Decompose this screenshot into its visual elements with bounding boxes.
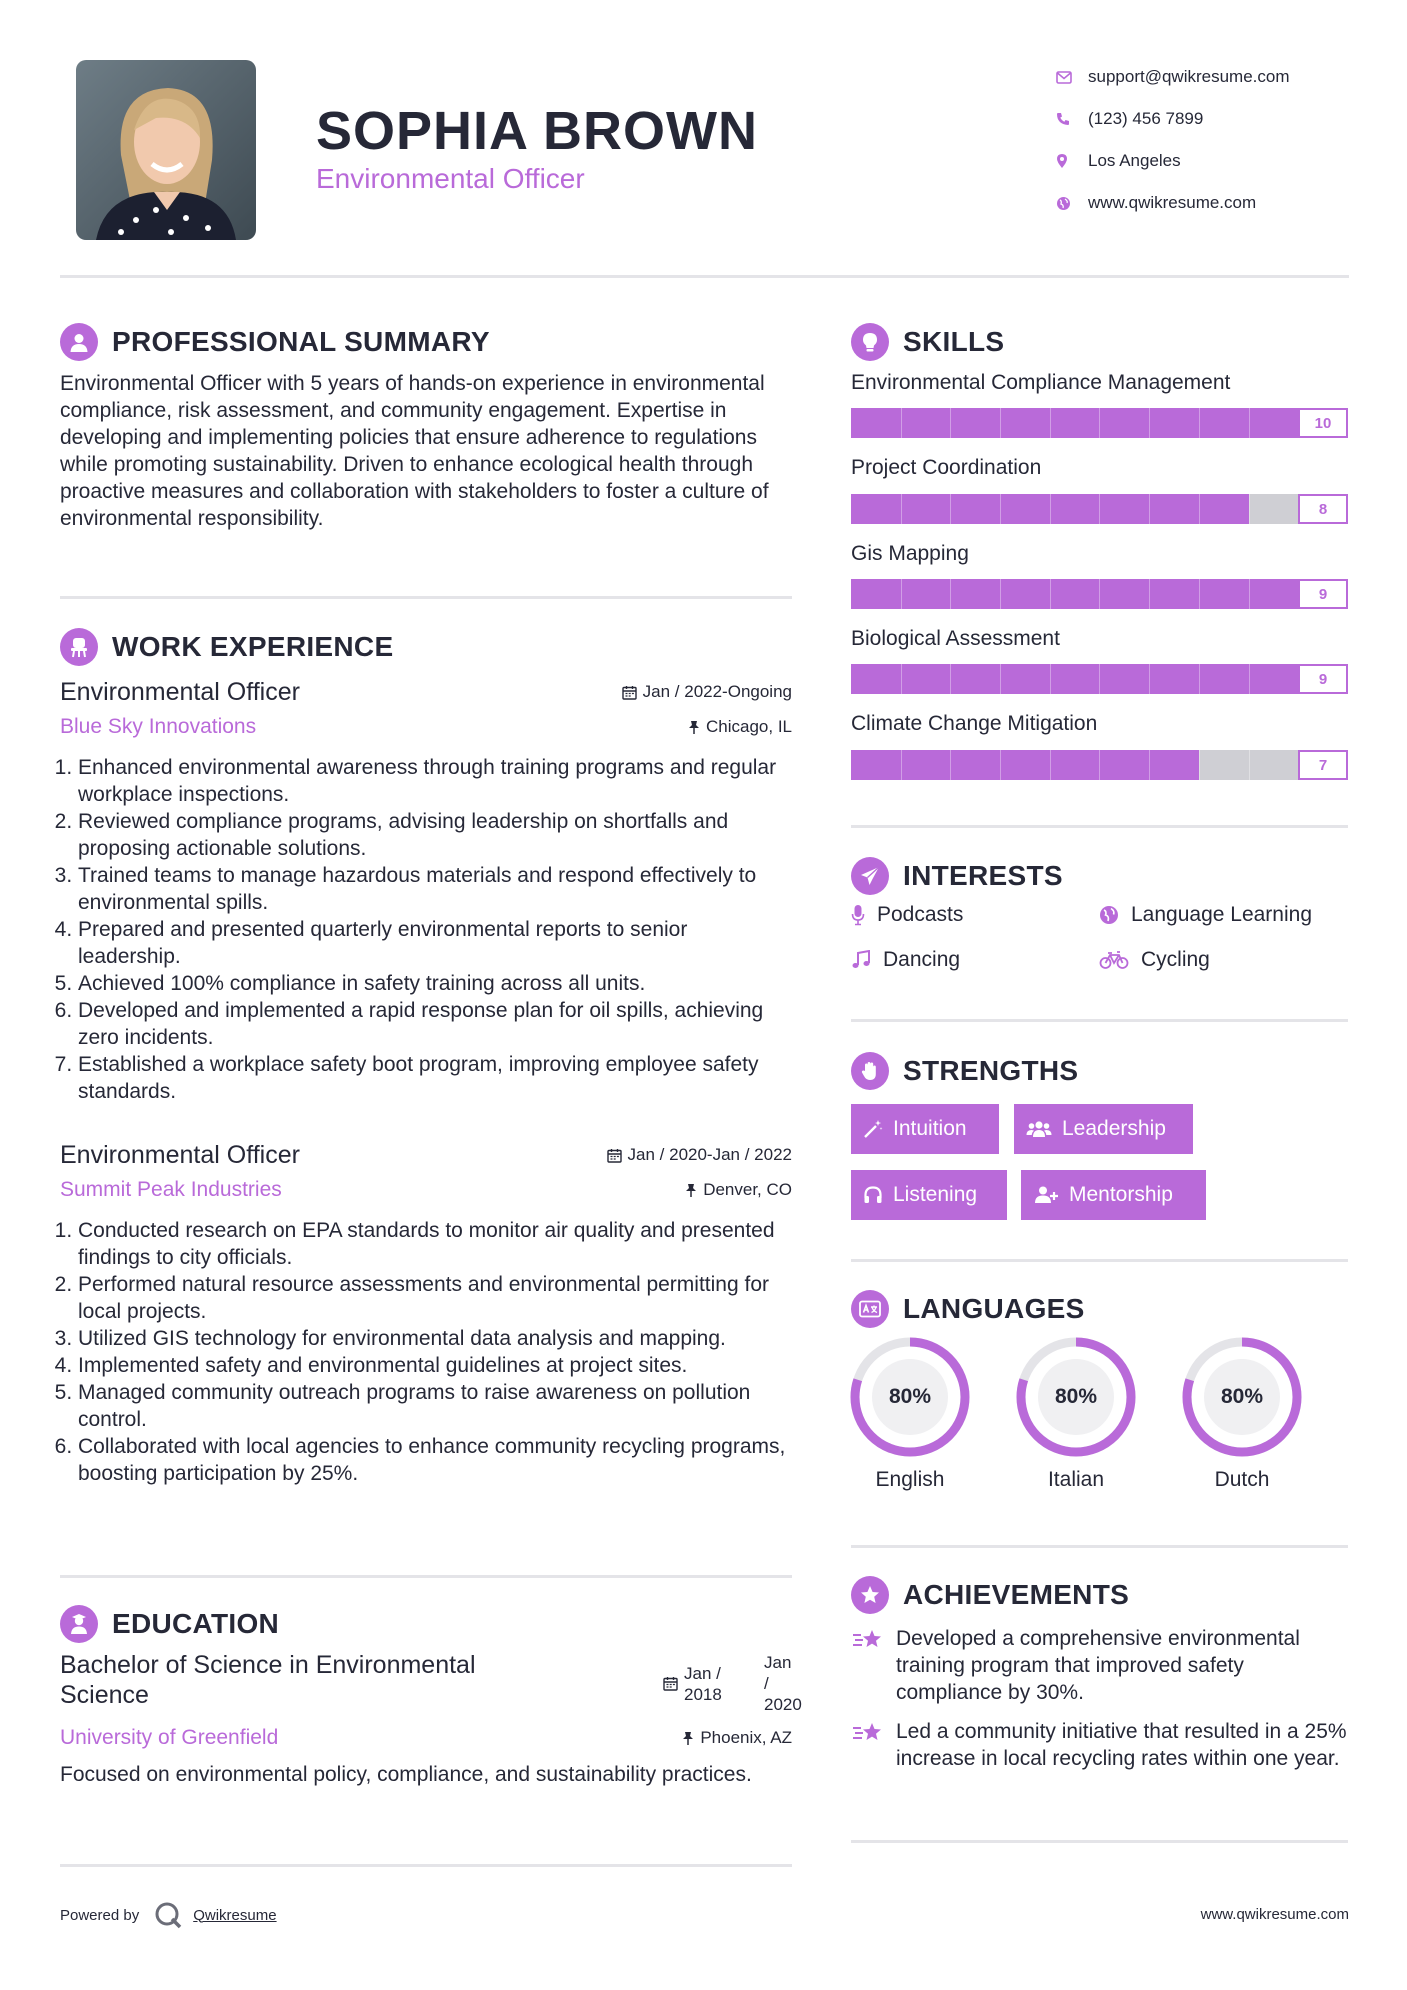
- hand-icon: [851, 1052, 889, 1090]
- language-ring: [849, 1336, 971, 1458]
- job-company: Blue Sky Innovations: [60, 715, 257, 738]
- achievement-item: [851, 1625, 1351, 1706]
- star-badge-icon: [851, 1576, 889, 1614]
- users-icon: [1026, 1119, 1052, 1139]
- skill-segment-filled: [851, 408, 901, 438]
- skill-segment-filled: [950, 664, 1000, 694]
- education-date-end: Jan / 2020: [764, 1653, 802, 1714]
- strength-label: Intuition: [893, 1117, 967, 1140]
- user-icon: [60, 323, 98, 361]
- language-item: [1015, 1336, 1137, 1492]
- education-degree: Bachelor of Science in Environmental Science: [60, 1651, 476, 1709]
- language-percent: 80%: [888, 1385, 932, 1408]
- job-company: Summit Peak Industries: [60, 1178, 282, 1201]
- interest-item: [1099, 903, 1312, 927]
- skill-segment-filled: [901, 664, 951, 694]
- calendar-icon: [622, 685, 637, 700]
- calendar-icon: [663, 1676, 678, 1691]
- skill-segment-filled: [851, 664, 901, 694]
- interest-label: Language Learning: [1131, 903, 1313, 926]
- languages-divider: [851, 1545, 1348, 1548]
- skills-heading: [851, 323, 1004, 361]
- language-percent: 80%: [1220, 1385, 1264, 1408]
- job-entry: [60, 676, 792, 1105]
- candidate-name: SOPHIA BROWN: [316, 101, 758, 161]
- skill-segment-filled: [1099, 494, 1149, 524]
- contact-email-text: support@qwikresume.com: [1088, 67, 1290, 86]
- job-duty: 7. Established a workplace safety boot program, improving employee safety standards.: [78, 1051, 792, 1105]
- skill-segment-filled: [950, 494, 1000, 524]
- job-duty: 6. Developed and implemented a rapid response plan for oil spills, achieving zero incidents.: [78, 997, 792, 1051]
- job-location: [685, 1180, 792, 1200]
- contact-website[interactable]: [1052, 182, 1382, 224]
- skill-segment-filled: [901, 408, 951, 438]
- chair-icon: [60, 628, 98, 666]
- job-duty: 4. Prepared and presented quarterly environmental reports to senior leadership.: [78, 916, 792, 970]
- skill-segment-filled: [1199, 579, 1249, 609]
- interest-label: Podcasts: [877, 903, 964, 926]
- job-dates: [622, 682, 792, 702]
- job-duty: 1. Conducted research on EPA standards to monitor air quality and presented findings to city officials.: [78, 1217, 792, 1271]
- envelope-icon: [1052, 71, 1088, 84]
- job-location: [688, 717, 792, 737]
- skill-segment-filled: [1000, 750, 1050, 780]
- education-divider: [60, 1864, 792, 1867]
- skill-segment-filled: [1099, 408, 1149, 438]
- job-duties: [60, 754, 792, 1105]
- skill-bar: [851, 750, 1348, 780]
- skill-bar: [851, 579, 1348, 609]
- skill-bar: [851, 494, 1348, 524]
- skill-segment-filled: [1050, 750, 1100, 780]
- footer-url[interactable]: www.qwikresume.com: [1200, 1906, 1349, 1923]
- job-duty: 4. Implemented safety and environmental guidelines at project sites.: [78, 1352, 792, 1379]
- strength-chip: [851, 1170, 1007, 1220]
- language-item: [849, 1336, 971, 1492]
- education-title: EDUCATION: [112, 1608, 280, 1639]
- job-duty: 6. Collaborated with local agencies to enhance community recycling programs, boosting participation by 25%.: [78, 1433, 792, 1487]
- skill-segment-filled: [950, 750, 1000, 780]
- skill-segment-filled: [1099, 664, 1149, 694]
- strength-chip: [1014, 1104, 1193, 1154]
- skill-segment-filled: [1000, 664, 1050, 694]
- qwikresume-logo-icon: [153, 1900, 183, 1930]
- job-entry: [60, 1139, 792, 1487]
- education-date-start: Jan / 2018: [684, 1663, 722, 1704]
- interests-title: INTERESTS: [903, 860, 1063, 891]
- skill-segment-filled: [851, 494, 901, 524]
- job-dates-text: Jan / 2022-Ongoing: [642, 682, 792, 701]
- education-entry: [60, 1650, 802, 1788]
- pushpin-icon: [685, 1183, 697, 1198]
- skill-segment-filled: [1050, 579, 1100, 609]
- contact-list: [1052, 56, 1382, 224]
- languages-heading: [851, 1290, 1085, 1328]
- language-name: Dutch: [1214, 1468, 1270, 1491]
- language-ring: [1015, 1336, 1137, 1458]
- interest-label: Cycling: [1141, 948, 1210, 971]
- shooting-star-icon: [851, 1625, 896, 1706]
- education-school: University of Greenfield: [60, 1726, 279, 1749]
- language-ring: [1181, 1336, 1303, 1458]
- skill-level: 9: [1298, 579, 1348, 609]
- job-duty: 3. Utilized GIS technology for environmental data analysis and mapping.: [78, 1325, 792, 1352]
- pushpin-icon: [682, 1731, 694, 1746]
- achievements-heading: [851, 1576, 1129, 1614]
- experience-heading: [60, 628, 393, 666]
- skill-bar: [851, 408, 1348, 438]
- skill-segment-filled: [950, 408, 1000, 438]
- contact-phone[interactable]: [1052, 98, 1382, 140]
- job-title: Environmental Officer: [60, 1140, 300, 1169]
- job-duty: 5. Managed community outreach programs to raise awareness on pollution control.: [78, 1379, 792, 1433]
- job-location-text: Denver, CO: [703, 1180, 792, 1199]
- summary-title: PROFESSIONAL SUMMARY: [112, 326, 490, 357]
- job-duty: 5. Achieved 100% compliance in safety training across all units.: [78, 970, 792, 997]
- education-heading: [60, 1605, 279, 1643]
- job-location-text: Chicago, IL: [706, 717, 792, 736]
- skill-segment-filled: [1199, 664, 1249, 694]
- skill-segment-filled: [1149, 664, 1199, 694]
- job-duty: 2. Performed natural resource assessments and environmental permitting for local projects.: [78, 1271, 792, 1325]
- skill-segment-filled: [950, 579, 1000, 609]
- skill-segment-filled: [1099, 579, 1149, 609]
- experience-title: WORK EXPERIENCE: [112, 631, 394, 662]
- skill-segment-filled: [1249, 664, 1299, 694]
- skill-segment-empty: [1249, 494, 1299, 524]
- achievement-text: Led a community initiative that resulted in a 25% increase in local recycling rates within one year.: [896, 1720, 1347, 1770]
- skill-name: Biological Assessment: [851, 627, 1060, 650]
- skill-segment-filled: [1000, 494, 1050, 524]
- summary-divider: [60, 596, 792, 599]
- strength-label: Leadership: [1062, 1117, 1166, 1140]
- headphones-icon: [863, 1185, 883, 1205]
- job-duty: 2. Reviewed compliance programs, advising leadership on shortfalls and proposing actionable solutions.: [78, 808, 792, 862]
- education-location-text: Phoenix, AZ: [700, 1728, 792, 1747]
- job-title: Environmental Officer: [60, 677, 300, 706]
- language-percent: 80%: [1054, 1385, 1098, 1408]
- language-icon: [851, 1290, 889, 1328]
- lightbulb-icon: [851, 323, 889, 361]
- skill-name: Climate Change Mitigation: [851, 712, 1098, 735]
- skill-name: Project Coordination: [851, 456, 1042, 479]
- interests-heading: [851, 857, 1063, 895]
- footer-powered-by: [60, 1900, 277, 1930]
- interest-label: Dancing: [883, 948, 961, 971]
- strengths-divider: [851, 1259, 1348, 1262]
- job-dates: [607, 1145, 792, 1165]
- strength-label: Listening: [893, 1183, 978, 1206]
- phone-icon: [1052, 112, 1088, 126]
- globe-icon: [1099, 905, 1119, 925]
- header-divider: [60, 275, 1349, 278]
- strength-chip: [1021, 1170, 1206, 1220]
- strengths-title: STRENGTHS: [903, 1055, 1079, 1086]
- contact-website-text: www.qwikresume.com: [1088, 193, 1257, 212]
- language-item: [1181, 1336, 1303, 1492]
- interests-divider: [851, 1019, 1348, 1022]
- achievements-divider: [851, 1840, 1348, 1843]
- job-duty: 1. Enhanced environmental awareness through training programs and regular workplace inspections.: [78, 754, 792, 808]
- summary-text: Environmental Officer with 5 years of hands-on experience in environmental compliance, risk assessment, and community engagement. Expertise in developing and implementing policies that ensure adherence to regulations while promoting sustainability. Driven to enhance ecological health through proactive measures and collaboration with stakeholders to foster a culture of environmental responsibility.: [60, 372, 769, 530]
- achievement-text: Developed a comprehensive environmental training program that improved safety compliance by 30%.: [896, 1627, 1300, 1704]
- skill-segment-filled: [1000, 408, 1050, 438]
- achievement-item: [851, 1718, 1351, 1772]
- skill-segment-filled: [901, 494, 951, 524]
- skill-segment-empty: [1199, 750, 1249, 780]
- skill-segment-filled: [1000, 579, 1050, 609]
- contact-phone-text: (123) 456 7899: [1088, 109, 1204, 128]
- skill-segment-filled: [1249, 579, 1299, 609]
- skill-segment-filled: [1149, 579, 1199, 609]
- education-dates: [663, 1652, 802, 1715]
- calendar-icon: [607, 1148, 622, 1163]
- skill-level: 9: [1298, 664, 1348, 694]
- job-duties: [60, 1217, 792, 1487]
- contact-location-text: Los Angeles: [1088, 151, 1181, 170]
- skill-segment-filled: [1050, 408, 1100, 438]
- music-note-icon: [851, 950, 871, 970]
- skill-segment-filled: [1099, 750, 1149, 780]
- powered-by-text: Powered by: [60, 1906, 140, 1924]
- contact-location: [1052, 140, 1382, 182]
- skill-segment-filled: [851, 750, 901, 780]
- globe-icon: [1052, 196, 1088, 211]
- skill-segment-filled: [901, 750, 951, 780]
- candidate-role: Environmental Officer: [316, 163, 585, 194]
- skills-divider: [851, 825, 1348, 828]
- job-dates-text: Jan / 2020-Jan / 2022: [627, 1145, 792, 1164]
- skill-segment-filled: [1149, 408, 1199, 438]
- skill-segment-filled: [1050, 664, 1100, 694]
- strengths-heading: [851, 1052, 1078, 1090]
- education-description: Focused on environmental policy, compliance, and sustainability practices.: [60, 1763, 752, 1786]
- strength-chip: [851, 1104, 999, 1154]
- skill-segment-filled: [901, 579, 951, 609]
- qwikresume-link[interactable]: Qwikresume: [193, 1906, 277, 1924]
- contact-email[interactable]: [1052, 56, 1382, 98]
- interest-item: [851, 903, 963, 927]
- skill-segment-filled: [1050, 494, 1100, 524]
- pushpin-icon: [688, 720, 700, 735]
- language-name: Italian: [1047, 1468, 1105, 1491]
- skill-segment-filled: [1249, 408, 1299, 438]
- strength-label: Mentorship: [1069, 1183, 1173, 1206]
- bicycle-icon: [1099, 950, 1129, 970]
- interest-item: [851, 948, 960, 972]
- skill-segment-filled: [1199, 494, 1249, 524]
- skills-title: SKILLS: [903, 326, 1005, 357]
- skill-segment-filled: [1199, 408, 1249, 438]
- education-location: [682, 1728, 792, 1748]
- language-name: English: [875, 1468, 945, 1491]
- skill-level: 10: [1298, 408, 1348, 438]
- magic-wand-icon: [863, 1119, 883, 1139]
- paper-plane-icon: [851, 857, 889, 895]
- graduate-icon: [60, 1605, 98, 1643]
- skill-segment-empty: [1249, 750, 1299, 780]
- experience-divider: [60, 1575, 792, 1578]
- achievements-title: ACHIEVEMENTS: [903, 1579, 1130, 1610]
- job-duty: 3. Trained teams to manage hazardous materials and respond effectively to environmental spills.: [78, 862, 792, 916]
- skill-name: Gis Mapping: [851, 542, 969, 565]
- summary-heading: [60, 323, 490, 361]
- skill-segment-filled: [1149, 494, 1199, 524]
- profile-photo: [76, 60, 256, 240]
- skill-segment-filled: [851, 579, 901, 609]
- interest-item: [1099, 948, 1210, 972]
- skill-segment-filled: [1149, 750, 1199, 780]
- user-plus-icon: [1033, 1185, 1059, 1205]
- skill-bar: [851, 664, 1348, 694]
- skill-level: 7: [1298, 750, 1348, 780]
- shooting-star-icon: [851, 1718, 896, 1772]
- map-pin-icon: [1052, 153, 1088, 169]
- languages-title: LANGUAGES: [903, 1293, 1085, 1324]
- skill-name: Environmental Compliance Management: [851, 371, 1231, 394]
- microphone-icon: [851, 904, 865, 926]
- skill-level: 8: [1298, 494, 1348, 524]
